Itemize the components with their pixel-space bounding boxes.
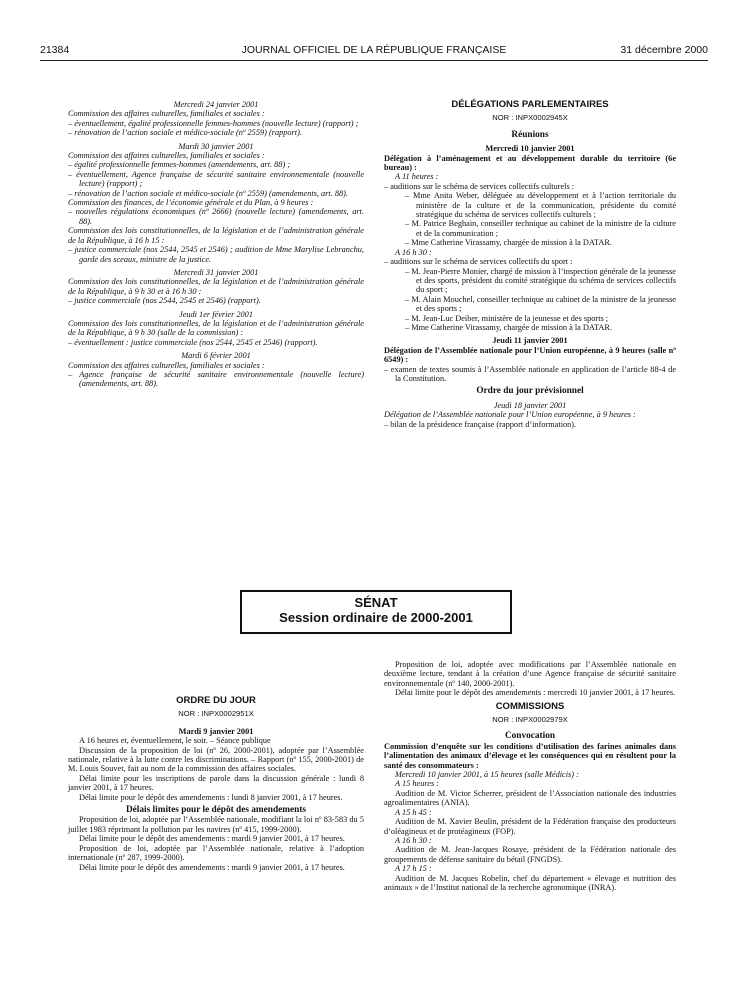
sub-item: – M. Jean-Pierre Monier, chargé de mission à l’inspection générale de la jeunesse et des sports, président du comité stratégique du schéma de services collectifs du sport ;: [405, 266, 676, 295]
paragraph: Audition de M. Jean-Jacques Rosaye, président de la Fédération nationale des groupements de défense sanitaire du bétail (FNGDS).: [384, 845, 676, 864]
delegations-column-top-right: [384, 96, 676, 429]
agenda-item: – nouvelles régulations économiques (nº 2666) (nouvelle lecture) (amendements, art. 88).: [68, 207, 364, 226]
committee-line: Commission des affaires culturelles, familiales et sociales :: [68, 360, 265, 370]
date-heading: Jeudi 1er février 2001: [179, 309, 253, 319]
sub-item: – Mme Catherine Virassamy, chargée de mission à la DATAR.: [405, 322, 612, 332]
time-line: A 11 heures :: [395, 172, 439, 182]
subsection-heading: Délais limites pour le dépôt des amendements: [125, 805, 307, 816]
agenda-item: – examen de textes soumis à l’Assemblée nationale en application de l’article 88-4 de la Constitution.: [384, 364, 676, 383]
agenda-item: – justice commerciale (nos 2544, 2545 et 2546) ; audition de Mme Marylise Lebranchu, garde des sceaux, ministre de la justice.: [68, 245, 364, 264]
issue-date: 31 décembre 2000: [620, 44, 708, 56]
body-heading: Commission d’enquête sur les conditions d’utilisation des farines animales dans l’alimentation des animaux d’élevage et les conséquences qui en résultent pour la santé des consommateurs :: [384, 741, 676, 770]
body-heading: Délégation à l’aménagement et au développement durable du territoire (6e bureau) :: [384, 153, 676, 173]
date-heading: Mardi 9 janvier 2001: [178, 726, 254, 736]
committee-line: Commission des affaires culturelles, familiales et sociales :: [68, 109, 265, 119]
senat-title: SÉNAT: [354, 595, 398, 610]
section-heading: DÉLÉGATIONS PARLEMENTAIRES: [451, 99, 609, 110]
nor-reference: NOR : INPX0002945X: [492, 113, 568, 123]
page-number: 21384: [40, 44, 70, 56]
date-heading: Mercredi 24 janvier 2001: [173, 100, 259, 109]
subsection-heading: Convocation: [504, 731, 556, 742]
date-heading: Mercredi 31 janvier 2001: [173, 267, 259, 277]
time-line: A 16 h 30 :: [395, 247, 432, 257]
agenda-item: – justice commerciale (nos 2544, 2545 et 2546) (rapport).: [68, 296, 261, 306]
agenda-item: – rénovation de l’action sociale et médico-sociale (nº 2559) (rapport).: [68, 128, 302, 138]
committee-line: Commission des finances, de l’économie générale et du Plan, à 9 heures :: [68, 198, 314, 208]
paragraph: Discussion de la proposition de loi (nº 26, 2000-2001), adoptée par l’Assemblée nationale, relative à la lutte contre les discriminations. – Rapport (nº 155, 2000-2001) de M. Louis Souvet, fait au nom de la commission des affaires sociales.: [68, 745, 364, 774]
paragraph: A 16 heures et, éventuellement, le soir. – Séance publique: [79, 736, 271, 746]
agenda-item: – Agence française de sécurité sanitaire environnementale (nouvelle lecture) (amendements, art. 88).: [68, 369, 364, 389]
paragraph: Audition de M. Xavier Beulin, président de la Fédération française des producteurs d’oléagineux et de protéagineux (FOP).: [384, 817, 676, 836]
paragraph: Délai limite pour le dépôt des amendements : mardi 9 janvier 2001, à 17 heures.: [79, 834, 345, 844]
time-line: Mercredi 10 janvier 2001, à 15 heures (salle Médicis) :: [395, 770, 579, 780]
sub-item: – Mme Catherine Virassamy, chargée de mission à la DATAR.: [405, 238, 612, 248]
journal-title: JOURNAL OFFICIEL DE LA RÉPUBLIQUE FRANÇAISE: [241, 44, 507, 56]
paragraph: Délai limite pour le dépôt des amendements : lundi 8 janvier 2001, à 17 heures.: [79, 792, 343, 802]
agenda-item: – égalité professionnelle femmes-hommes (amendements, art. 88) ;: [68, 160, 291, 170]
agenda-item: – auditions sur le schéma de services collectifs du sport :: [384, 257, 573, 267]
date-heading: Mardi 6 février 2001: [181, 351, 251, 361]
date-heading: Jeudi 11 janvier 2001: [492, 336, 568, 346]
paragraph: Audition de M. Victor Scherrer, président de l’Association nationale des industries agroalimentaires (ANIA).: [384, 788, 676, 808]
agenda-item: – auditions sur le schéma de services collectifs culturels :: [384, 181, 575, 191]
paragraph: Délai limite pour le dépôt des amendements : mercredi 10 janvier 2001, à 17 heures.: [395, 688, 676, 698]
running-header: [40, 44, 708, 58]
body-heading: Délégation de l’Assemblée nationale pour l’Union européenne, à 9 heures (salle nº 6549) :: [384, 345, 676, 365]
section-heading: COMMISSIONS: [495, 700, 565, 712]
paragraph: Délai limite pour le dépôt des amendements : mardi 9 janvier 2001, à 17 heures.: [79, 862, 345, 872]
committee-line: Commission des affaires culturelles, familiales et sociales :: [68, 151, 265, 161]
sub-item: – M. Jean-Luc Deiber, ministère de la jeunesse et des sports ;: [405, 313, 609, 323]
agenda-item: – bilan de la présidence française (rapport d’information).: [384, 419, 577, 429]
subsection-heading: Réunions: [511, 129, 549, 140]
date-heading: Mardi 30 janvier 2001: [178, 141, 254, 151]
nor-reference: NOR : INPX0002951X: [178, 709, 254, 719]
paragraph: Audition de M. Jacques Robelin, chef du département « élevage et nutrition des animaux » de l’Institut national de la recherche agronomique (INRA).: [384, 873, 676, 892]
time-line: A 16 h 30 :: [395, 835, 432, 845]
senat-banner: [240, 590, 512, 634]
agenda-column-top-left: [68, 96, 364, 389]
sub-item: – M. Patrice Beghain, conseiller technique au cabinet de la ministre de la culture et de la communication ;: [405, 219, 676, 238]
sub-item: – M. Alain Mouchel, conseiller technique au cabinet de la ministre de la jeunesse et des sports ;: [405, 294, 676, 314]
agenda-item: – éventuellement : justice commerciale (nos 2544, 2545 et 2546) (rapport).: [68, 337, 318, 347]
date-heading: Mercredi 10 janvier 2001: [485, 144, 575, 154]
paragraph: Délai limite pour les inscriptions de parole dans la discussion générale : lundi 8 janvier 2001, à 17 heures.: [68, 773, 364, 793]
agenda-item: – éventuellement, Agence française de sécurité sanitaire environnementale (nouvelle lecture) (rapport) ;: [68, 169, 364, 189]
senat-session: Session ordinaire de 2000-2001: [279, 610, 473, 625]
committee-line: Commission des lois constitutionnelles, de la législation et de l’administration générale de la République, à 16 h 15 :: [68, 226, 364, 245]
time-line: A 15 heures :: [395, 779, 440, 789]
subsection-heading: Ordre du jour prévisionnel: [476, 386, 584, 397]
date-heading: Jeudi 18 janvier 2001: [493, 400, 567, 410]
nor-reference: NOR : INPX0002979X: [492, 715, 568, 725]
paragraph: Proposition de loi, adoptée par l’Assemblée nationale, modifiant la loi nº 83-583 du 5 juillet 1983 réprimant la pollution par les navires (nº 415, 1999-2000).: [68, 815, 364, 834]
section-heading: ORDRE DU JOUR: [176, 695, 256, 706]
committee-line: Commission des lois constitutionnelles, de la législation et de l’administration générale de la République, à 9 h 30 (salle de la commission) :: [68, 318, 364, 338]
committee-line: Délégation de l’Assemblée nationale pour l’Union européenne, à 9 heures :: [384, 410, 636, 420]
senat-agenda-column-left: [68, 692, 364, 872]
time-line: A 17 h 15 :: [395, 864, 432, 874]
time-line: A 15 h 45 :: [395, 807, 432, 817]
agenda-item: – éventuellement, égalité professionnelle femmes-hommes (nouvelle lecture) (rapport) ;: [68, 118, 359, 128]
committee-line: Commission des lois constitutionnelles, de la législation et de l’administration générale de la République, à 9 h 30 et à 16 h 30 :: [68, 277, 364, 296]
senat-commissions-column-right: [384, 660, 676, 892]
header-rule: [40, 60, 708, 61]
paragraph: Proposition de loi, adoptée avec modifications par l’Assemblée nationale en deuxième lecture, tendant à la création d’une Agence française de sécurité sanitaire environnementale (nº 140, 2000-2001).: [384, 660, 676, 688]
sub-item: – Mme Anita Weber, déléguée au développement et à l’action territoriale du ministère de la culture et de la communication, présidente du comité stratégique du schéma de services collectifs culturels ;: [405, 191, 676, 220]
paragraph: Proposition de loi, adoptée par l’Assemblée nationale, relative à l’adoption internationale (nº 287, 1999-2000).: [68, 843, 364, 863]
agenda-item: – rénovation de l’action sociale et médico-sociale (nº 2559) (amendements, art. 88).: [68, 188, 348, 198]
